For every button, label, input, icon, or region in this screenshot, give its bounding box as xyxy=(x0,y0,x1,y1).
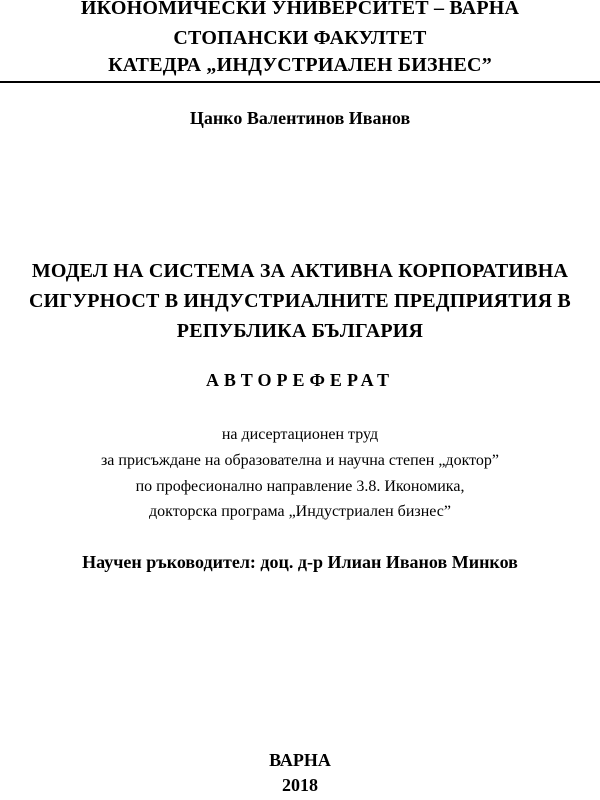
scientific-supervisor: Научен ръководител: доц. д-р Илиан Иванов Минков xyxy=(82,552,518,572)
header-divider xyxy=(0,81,600,83)
subtitle-line-2: за присъждане на образователна и научна степен „доктор” xyxy=(100,452,500,469)
title-line-2: СИГУРНОСТ В ИНДУСТРИАЛНИТЕ ПРЕДПРИЯТИЯ В xyxy=(29,290,571,312)
document-type: АВТОРЕФЕРАТ xyxy=(205,370,395,390)
title-line-1: МОДЕЛ НА СИСТЕМА ЗА АКТИВНА КОРПОРАТИВНА xyxy=(31,260,569,282)
subtitle-line-4: докторска програма „Индустриален бизнес” xyxy=(149,503,451,520)
title-line-3: РЕПУБЛИКА БЪЛГАРИЯ xyxy=(176,320,424,342)
author-name: Цанко Валентинов Иванов xyxy=(189,108,411,128)
city: ВАРНА xyxy=(269,750,331,770)
department-name: КАТЕДРА „ИНДУСТРИАЛЕН БИЗНЕС” xyxy=(108,54,492,76)
subtitle-line-3: по професионално направление 3.8. Икономика, xyxy=(135,478,465,495)
faculty-name: СТОПАНСКИ ФАКУЛТЕТ xyxy=(173,27,427,49)
year: 2018 xyxy=(282,775,318,795)
subtitle-line-1: на дисертационен труд xyxy=(221,426,379,443)
university-name: ИКОНОМИЧЕСКИ УНИВЕРСИТЕТ – ВАРНА xyxy=(80,0,520,19)
